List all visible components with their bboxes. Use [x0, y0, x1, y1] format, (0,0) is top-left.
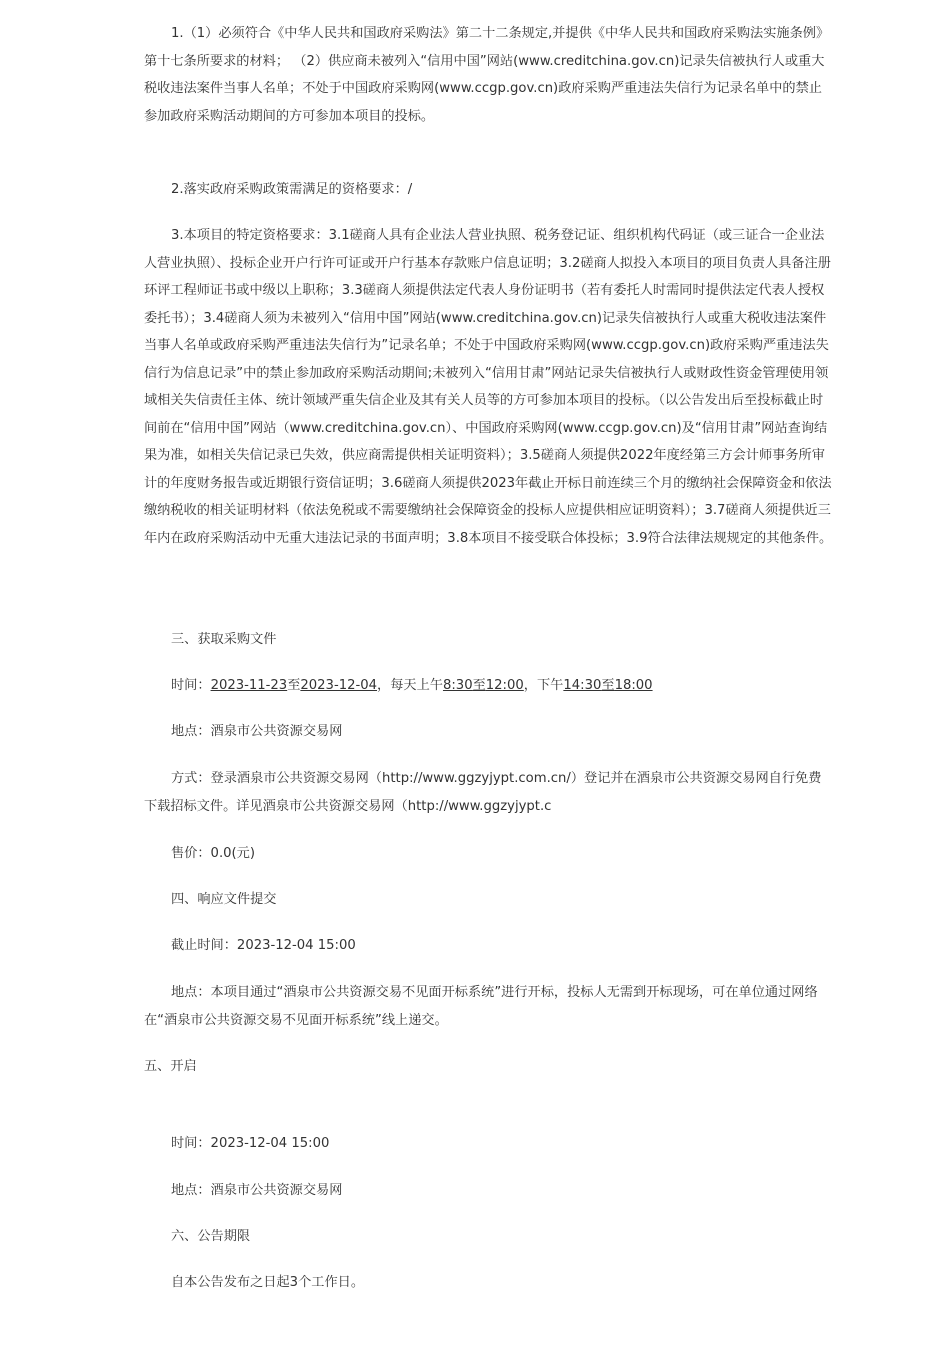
obtain-place: 地点：酒泉市公共资源交易网	[171, 724, 343, 739]
obtain-method: 方式：登录酒泉市公共资源交易网（http://www.ggzyjypt.com.cn/）登记并在酒泉市公共资源交易网自行免费下载招标文件。详见酒泉市公共资源交易网（http://www.ggzyjypt.c	[144, 771, 822, 814]
section-open-heading: 五、开启	[144, 1059, 197, 1074]
submit-place: 地点：本项目通过“酒泉市公共资源交易不见面开标系统”进行开标，投标人无需到开标现场，可在单位通过网络在“酒泉市公共资源交易不见面开标系统”线上递交。	[144, 985, 818, 1028]
obtain-price: 售价：0.0(元)	[171, 846, 256, 861]
date-start-link[interactable]: 2023-11-23	[210, 678, 288, 693]
section-period-heading: 六、公告期限	[171, 1229, 251, 1244]
section-submit-heading: 四、响应文件提交	[171, 892, 277, 907]
section-obtain-heading: 三、获取采购文件	[171, 632, 277, 647]
pm-start-link[interactable]: 14:30	[563, 678, 602, 693]
period-text: 自本公告发布之日起3个工作日。	[171, 1275, 365, 1290]
open-place: 地点：酒泉市公共资源交易网	[171, 1183, 343, 1198]
submit-deadline: 截止时间：2023-12-04 15:00	[171, 938, 356, 953]
open-time: 时间：2023-12-04 15:00	[171, 1136, 330, 1151]
qualification-policy: 2.落实政府采购政策需满足的资格要求：/	[171, 182, 413, 197]
date-end-link[interactable]: 2023-12-04	[300, 678, 378, 693]
qualification-general: 1.（1）必须符合《中华人民共和国政府采购法》第二十二条规定,并提供《中华人民共和国政府采购法实施条例》第十七条所要求的材料； （2）供应商未被列入“信用中国”网站(www.creditchina.gov.cn)记录失信被执行人或重大税收违法案件当事人名单；不处于中国政府采购网(www.ccgp.gov.cn)政府采购严重违法失信行为记录名单中的禁止参加政府采购活动期间的方可参加本项目的投标。	[144, 26, 830, 124]
obtain-time: 时间：2023-11-23至2023-12-04，每天上午8:30至12:00，下午14:30至18:00	[171, 678, 653, 693]
qualification-specific: 3.本项目的特定资格要求：3.1磋商人具有企业法人营业执照、税务登记证、组织机构代码证（或三证合一企业法人营业执照）、投标企业开户行许可证或开户行基本存款账户信息证明；3.2磋商人拟投入本项目的项目负责人具备注册环评工程师证书或中级以上职称；3.3磋商人须提供法定代表人身份证明书（若有委托人时需同时提供法定代表人授权委托书）；3.4磋商人须为未被列入“信用中国”网站(www.creditchina.gov.cn)记录失信被执行人或重大税收违法案件当事人名单或政府采购严重违法失信行为”记录名单；不处于中国政府采购网(www.ccgp.gov.cn)政府采购严重违法失信行为信息记录”中的禁止参加政府采购活动期间;未被列入“信用甘肃”网站记录失信被执行人或财政性资金管理使用领域相关失信责任主体、统计领域严重失信企业及其有关人员等的方可参加本项目的投标。（以公告发出后至投标截止时间前在“信用中国”网站（www.creditchina.gov.cn）、中国政府采购网(www.ccgp.gov.cn)及“信用甘肃”网站查询结果为准，如相关失信记录已失效，供应商需提供相关证明资料）；3.5磋商人须提供2022年度经第三方会计师事务所审计的年度财务报告或近期银行资信证明；3.6磋商人须提供2023年截止开标日前连续三个月的缴纳社会保障资金和依法缴纳税收的相关证明材料（依法免税或不需要缴纳社会保障资金的投标人应提供相应证明资料）；3.7磋商人须提供近三年内在政府采购活动中无重大违法记录的书面声明；3.8本项目不接受联合体投标；3.9符合法律法规规定的其他条件。	[144, 228, 833, 546]
am-end-link[interactable]: 12:00	[485, 678, 524, 693]
pm-end-link[interactable]: 18:00	[614, 678, 653, 693]
am-start-link[interactable]: 8:30	[442, 678, 473, 693]
